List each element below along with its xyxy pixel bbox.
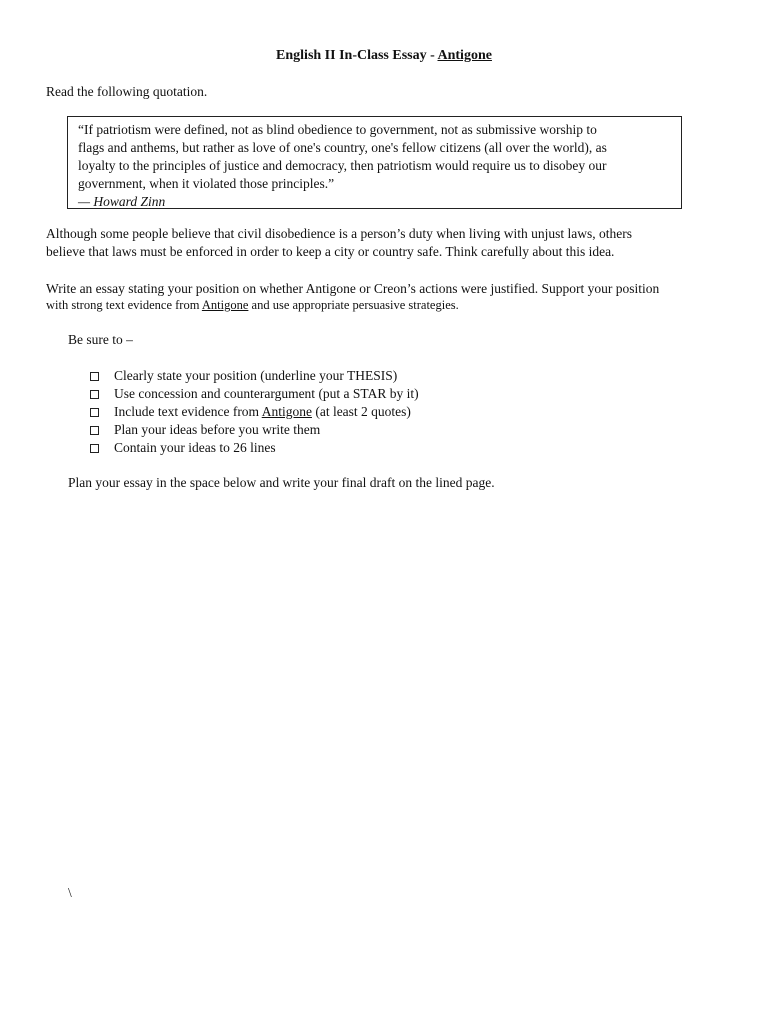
checkbox-icon bbox=[90, 372, 99, 381]
paragraph-line: Write an essay stating your position on whether Antigone or Creon’s actions were justified. Support your position bbox=[46, 281, 660, 296]
quote-line: “If patriotism were defined, not as blind obedience to government, not as submissive worship to bbox=[78, 122, 597, 137]
title-prefix: English II In-Class Essay - bbox=[276, 48, 438, 63]
checklist-item-label: Use concession and counterargument (put a STAR by it) bbox=[114, 386, 419, 401]
paragraph-line: believe that laws must be enforced in order to keep a city or country safe. Think carefully about this idea. bbox=[46, 244, 615, 259]
quote-line: flags and anthems, but rather as love of one's country, one's fellow citizens (all over the world), as bbox=[78, 140, 607, 155]
intro-text: Read the following quotation. bbox=[46, 84, 208, 99]
checklist-item bbox=[90, 403, 419, 421]
quote-line: government, when it violated those principles.” bbox=[78, 176, 335, 191]
prompt-work-title: Antigone bbox=[201, 298, 249, 312]
prompt-paragraph bbox=[46, 280, 659, 314]
checklist-item bbox=[90, 421, 419, 439]
checklist-item-label: Plan your ideas before you write them bbox=[114, 422, 321, 437]
context-paragraph bbox=[46, 225, 632, 261]
prompt-text: and use appropriate persuasive strategies. bbox=[248, 298, 459, 312]
checkbox-icon bbox=[90, 426, 99, 435]
quote-author: — Howard Zinn bbox=[78, 194, 166, 209]
quote-line: loyalty to the principles of justice and democracy, then patriotism would require us to disobey our bbox=[78, 158, 607, 173]
page-title bbox=[0, 48, 768, 64]
checklist-text: (at least 2 quotes) bbox=[311, 404, 411, 419]
checklist-item bbox=[90, 367, 419, 385]
checklist-item bbox=[90, 385, 419, 403]
requirements-checklist bbox=[90, 367, 419, 457]
title-work: Antigone bbox=[437, 48, 492, 63]
quotation-box bbox=[67, 116, 682, 209]
checklist-item-label: Contain your ideas to 26 lines bbox=[114, 440, 276, 455]
checklist-work-title: Antigone bbox=[261, 404, 312, 419]
be-sure-heading: Be sure to – bbox=[68, 332, 133, 347]
checklist-text: Include text evidence from bbox=[114, 404, 262, 419]
stray-mark: \ bbox=[68, 885, 72, 900]
paragraph-line bbox=[46, 297, 659, 314]
checkbox-icon bbox=[90, 390, 99, 399]
checklist-item-label bbox=[114, 403, 411, 421]
prompt-text: with strong text evidence from bbox=[46, 298, 202, 312]
paragraph-line: Although some people believe that civil disobedience is a person’s duty when living with unjust laws, others bbox=[46, 226, 633, 241]
plan-instruction: Plan your essay in the space below and write your final draft on the lined page. bbox=[68, 475, 495, 490]
checklist-item bbox=[90, 439, 419, 457]
checklist-item-label: Clearly state your position (underline your THESIS) bbox=[114, 368, 398, 383]
checkbox-icon bbox=[90, 444, 99, 453]
checkbox-icon bbox=[90, 408, 99, 417]
